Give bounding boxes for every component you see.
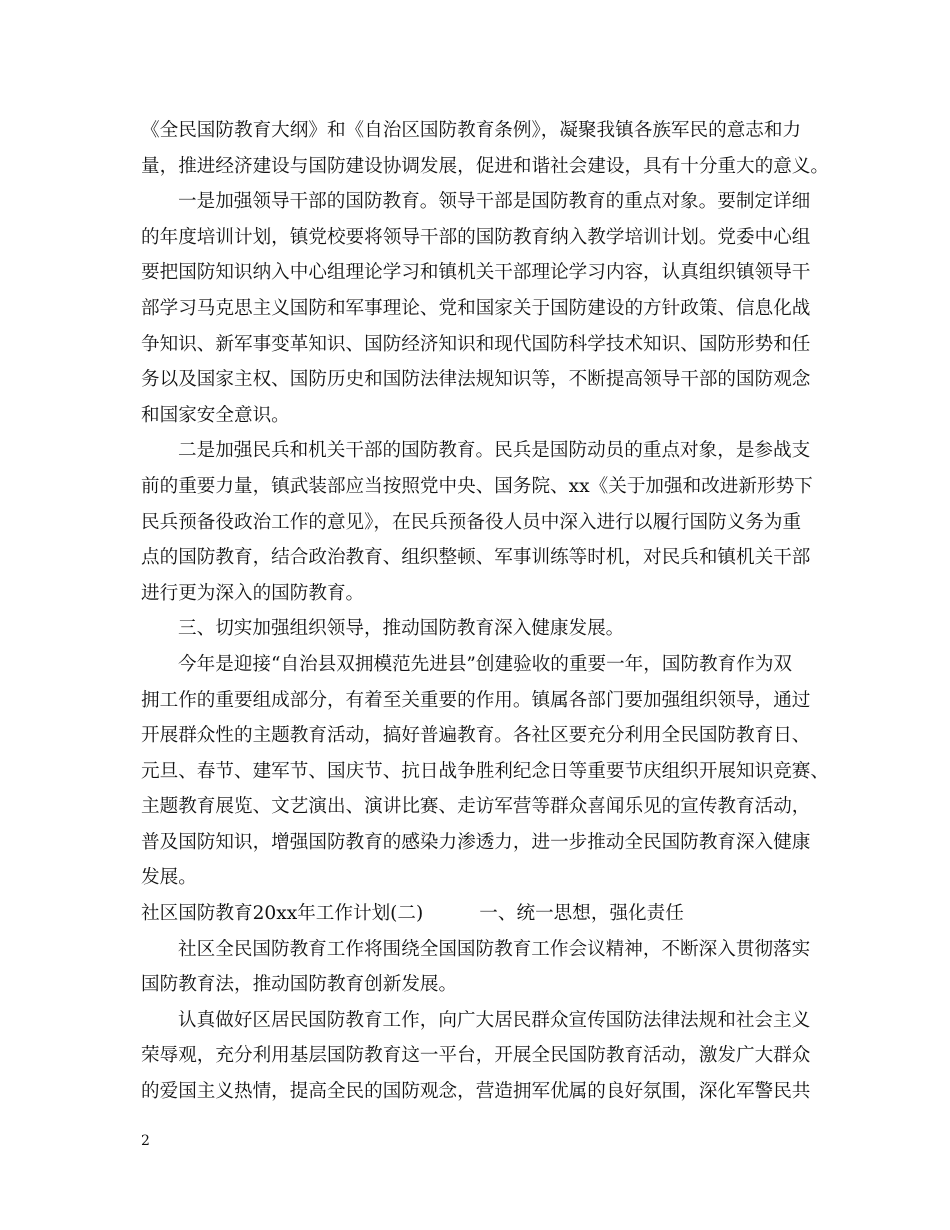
text-line: 务以及国家主权、国防历史和国防法律法规知识等，不断提高领导干部的国防观念 (141, 369, 811, 391)
text-line: 要把国防知识纳入中心组理论学习和镇机关干部理论学习内容，认真组织镇领导干 (141, 262, 811, 284)
text-line: 普及国防知识，增强国防教育的感染力渗透力，进一步推动全民国防教育深入健康 (141, 831, 811, 853)
text-line: 拥工作的重要组成部分，有着至关重要的作用。镇属各部门要加强组织领导，通过 (141, 689, 811, 711)
text-line: 开展群众性的主题教育活动，搞好普遍教育。各社区要充分利用全民国防教育日、 (141, 725, 811, 747)
text-line: 二是加强民兵和机关干部的国防教育。民兵是国防动员的重点对象，是参战支 (178, 440, 811, 462)
document-body (141, 113, 829, 1110)
text-line: 点的国防教育，结合政治教育、组织整顿、军事训练等时机，对民兵和镇机关干部 (141, 547, 811, 569)
text-line: 社区全民国防教育工作将围绕全国国防教育工作会议精神，不断深入贯彻落实 (178, 938, 811, 960)
text-line: 国防教育法，推动国防教育创新发展。 (141, 974, 458, 996)
plan-title-line (141, 896, 813, 932)
text-line: 今年是迎接“自治县双拥模范先进县”创建验收的重要一年，国防教育作为双 (178, 653, 793, 675)
plan-subheading: 一、统一思想，强化责任 (479, 903, 684, 925)
text-line: 前的重要力量，镇武装部应当按照党中央、国务院、xx《关于加强和改进新形势下 (141, 475, 813, 497)
section-heading: 三、切实加强组织领导，推动国防教育深入健康发展。 (178, 618, 625, 640)
text-line: 元旦、春节、建军节、国庆节、抗日战争胜利纪念日等重要节庆组织开展知识竞赛、 (141, 760, 829, 782)
text-line: 《全民国防教育大纲》和《自治区国防教育条例》，凝聚我镇各族军民的意志和力 (141, 120, 802, 141)
text-line: 和国家安全意识。 (141, 404, 290, 426)
text-line: 的年度培训计划，镇党校要将领导干部的国防教育纳入教学培训计划。党委中心组 (141, 226, 811, 248)
plan-title: 社区国防教育20xx年工作计划(二) (141, 903, 424, 925)
text-line: 量，推进经济建设与国防建设协调发展，促进和谐社会建设，具有十分重大的意义。 (141, 155, 829, 177)
text-line: 民兵预备役政治工作的意见》，在民兵预备役人员中深入进行以履行国防义务为重 (141, 511, 802, 533)
page-number: 2 (141, 1133, 150, 1149)
text-line: 争知识、新军事变革知识、国防经济知识和现代国防科学技术知识、国防形势和任 (141, 333, 811, 355)
text-line: 部学习马克思主义国防和军事理论、党和国家关于国防建设的方针政策、信息化战 (141, 297, 811, 319)
text-line: 荣辱观，充分利用基层国防教育这一平台，开展全民国防教育活动，激发广大群众 (141, 1045, 811, 1067)
text-line: 的爱国主义热情，提高全民的国防观念，营造拥军优属的良好氛围，深化军警民共 (141, 1081, 811, 1103)
text-line: 认真做好区居民国防教育工作，向广大居民群众宣传国防法律法规和社会主义 (178, 1009, 811, 1031)
text-line: 一是加强领导干部的国防教育。领导干部是国防教育的重点对象。要制定详细 (178, 191, 811, 213)
text-line: 主题教育展览、文艺演出、演讲比赛、走访军营等群众喜闻乐见的宣传教育活动， (141, 796, 811, 818)
text-line: 进行更为深入的国防教育。 (141, 582, 365, 604)
text-line: 发展。 (141, 867, 197, 889)
